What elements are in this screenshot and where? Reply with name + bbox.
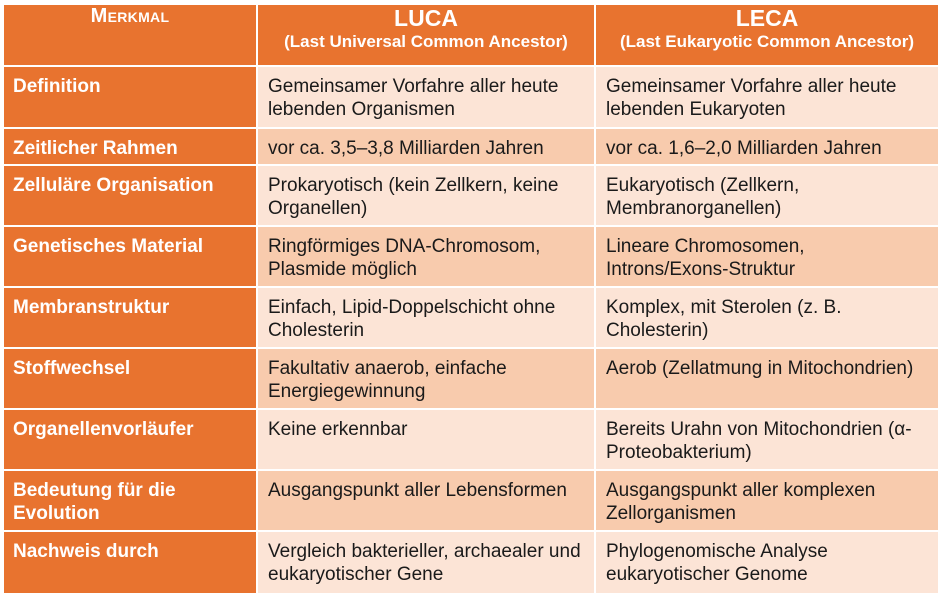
leca-cell: Gemeinsamer Vorfahre aller heute lebenden Eukaryoten xyxy=(595,66,939,128)
leca-cell: Lineare Chromosomen, Introns/Exons-Struktur xyxy=(595,226,939,287)
table-row-genetisches-material xyxy=(3,226,939,287)
leca-cell: Komplex, mit Sterolen (z. B. Cholesterin) xyxy=(595,287,939,348)
row-label: Genetisches Material xyxy=(3,226,257,287)
leca-cell: Bereits Urahn von Mitochondrien (α-Proteobakterium) xyxy=(595,409,939,470)
luca-cell: Prokaryotisch (kein Zellkern, keine Organellen) xyxy=(257,165,595,226)
table-row-definition xyxy=(3,66,939,128)
leca-cell: Phylogenomische Analyse eukaryotischer Genome xyxy=(595,531,939,594)
luca-cell: Einfach, Lipid-Doppelschicht ohne Cholesterin xyxy=(257,287,595,348)
luca-cell: Gemeinsamer Vorfahre aller heute lebenden Organismen xyxy=(257,66,595,128)
row-label: Membranstruktur xyxy=(3,287,257,348)
header-leca-title: LECA xyxy=(735,5,799,31)
header-luca-title: LUCA xyxy=(394,5,458,31)
table-row-zellulaere-organisation xyxy=(3,165,939,226)
leca-cell: Eukaryotisch (Zellkern, Membranorganellen) xyxy=(595,165,939,226)
luca-cell: Keine erkennbar xyxy=(257,409,595,470)
row-label: Definition xyxy=(3,66,257,128)
luca-cell: Ringförmiges DNA-Chromosom, Plasmide möglich xyxy=(257,226,595,287)
luca-cell: Vergleich bakterieller, archaealer und eukaryotischer Gene xyxy=(257,531,595,594)
table-row-membranstruktur xyxy=(3,287,939,348)
header-leca xyxy=(595,4,939,66)
row-label: Stoffwechsel xyxy=(3,348,257,409)
comparison-table xyxy=(2,3,940,595)
leca-cell: Ausgangspunkt aller komplexen Zellorganismen xyxy=(595,470,939,531)
luca-cell: vor ca. 3,5–3,8 Milliarden Jahren xyxy=(257,128,595,165)
header-luca xyxy=(257,4,595,66)
header-luca-subtitle: (Last Universal Common Ancestor) xyxy=(284,32,568,51)
header-merkmal-text: Merkmal xyxy=(90,5,170,27)
header-merkmal xyxy=(3,4,257,66)
row-label: Nachweis durch xyxy=(3,531,257,594)
row-label: Bedeutung für die Evolution xyxy=(3,470,257,531)
table-row-organellenvorlaeufer xyxy=(3,409,939,470)
leca-cell: Aerob (Zellatmung in Mitochondrien) xyxy=(595,348,939,409)
row-label: Zelluläre Organisation xyxy=(3,165,257,226)
row-label: Organellenvorläufer xyxy=(3,409,257,470)
luca-cell: Ausgangspunkt aller Lebensformen xyxy=(257,470,595,531)
luca-cell: Fakultativ anaerob, einfache Energiegewinnung xyxy=(257,348,595,409)
header-leca-subtitle: (Last Eukaryotic Common Ancestor) xyxy=(619,32,915,51)
table-row-bedeutung xyxy=(3,470,939,531)
table-row-nachweis xyxy=(3,531,939,594)
table-row-zeitlicher-rahmen xyxy=(3,128,939,165)
row-label: Zeitlicher Rahmen xyxy=(3,128,257,165)
leca-cell: vor ca. 1,6–2,0 Milliarden Jahren xyxy=(595,128,939,165)
header-row xyxy=(3,4,939,66)
table-row-stoffwechsel xyxy=(3,348,939,409)
